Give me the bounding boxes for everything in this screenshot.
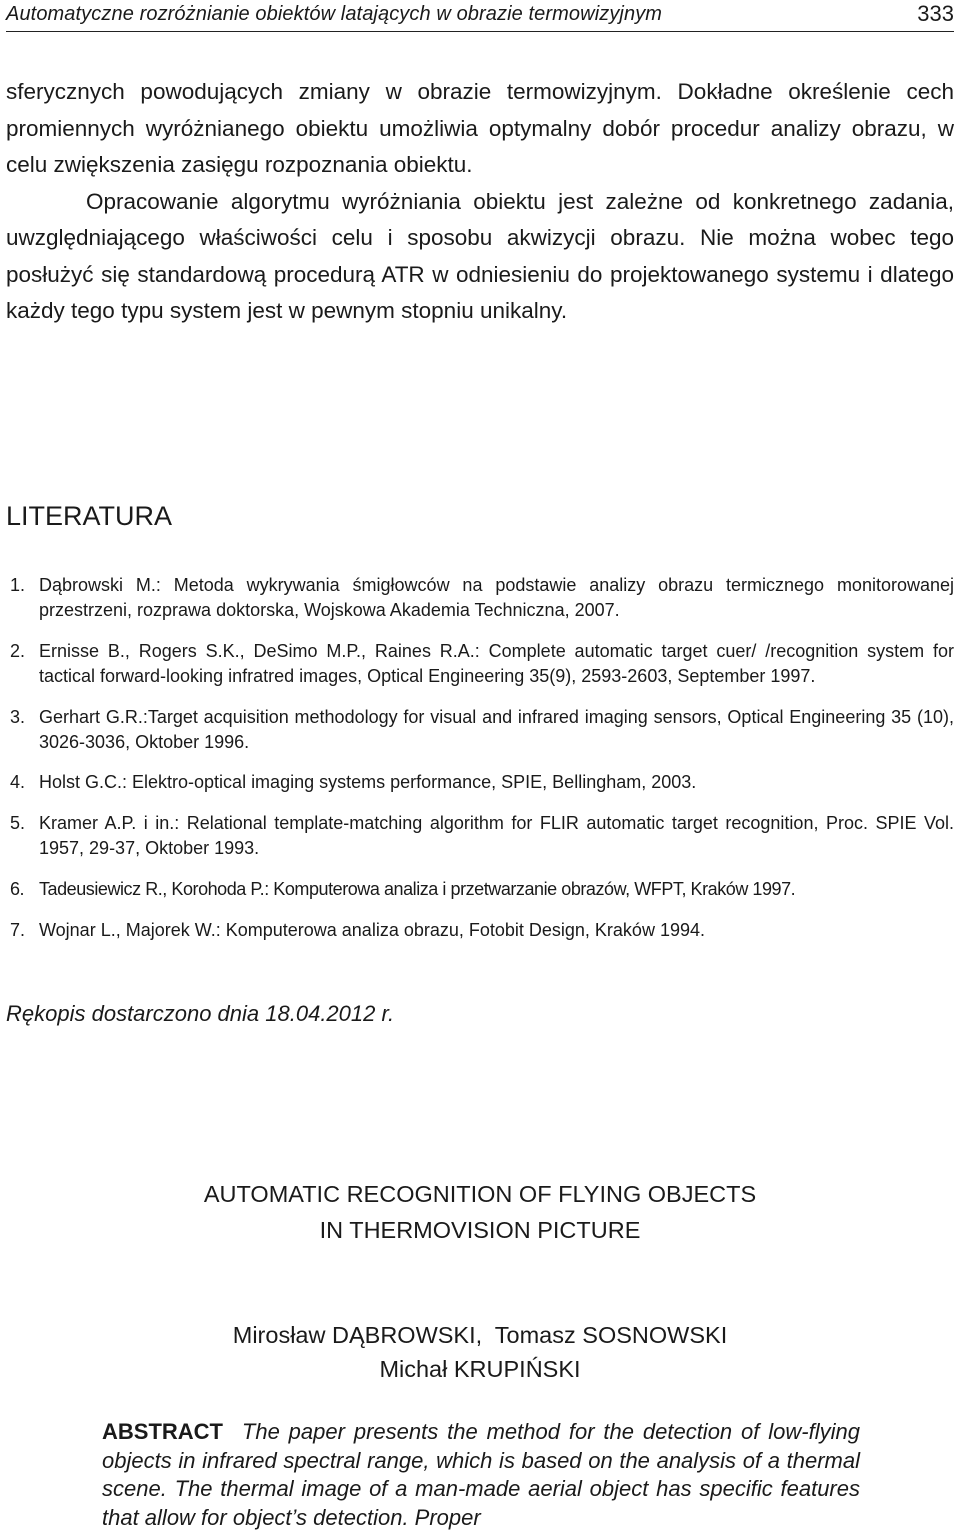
reference-item bbox=[10, 639, 954, 689]
reference-number: 3. bbox=[10, 707, 26, 727]
manuscript-received-note: Rękopis dostarczono dnia 18.04.2012 r. bbox=[6, 1001, 395, 1026]
reference-item bbox=[10, 811, 954, 861]
body-paragraph: sferycznych powodujących zmiany w obrazie termowizyjnym. Dokładne określenie cech promiennych wyróżnianego obiektu umożliwia optymalny dobór procedur analizy obrazu, w celu zwiększenia zasięgu rozpoznania obiektu. bbox=[6, 79, 954, 177]
abstract bbox=[102, 1418, 860, 1532]
reference-number: 2. bbox=[10, 641, 26, 661]
english-title bbox=[0, 1176, 960, 1248]
reference-text: Wojnar L., Majorek W.: Komputerowa analiza obrazu, Fotobit Design, Kraków 1994. bbox=[39, 920, 705, 940]
body-paragraph: Opracowanie algorytmu wyróżniania obiektu jest zależne od konkretnego zadania, uwzględniającego właściwości celu i sposobu akwizycji obrazu. Nie można wobec tego posłużyć się standardową procedurą ATR w odniesieniu do projektowanego systemu i dlatego każdy tego typu system jest w pewnym stopniu unikalny. bbox=[6, 188, 954, 323]
running-header-title: Automatyczne rozróżnianie obiektów latających w obrazie termowizyjnym bbox=[6, 3, 663, 25]
reference-item bbox=[10, 573, 954, 623]
authors bbox=[0, 1318, 960, 1386]
reference-item bbox=[10, 705, 954, 755]
reference-text: Tadeusiewicz R., Korohoda P.: Komputerowa analiza i przetwarzanie obrazów, WFPT, Kraków 1997. bbox=[39, 879, 796, 899]
abstract-label: ABSTRACT bbox=[102, 1419, 223, 1444]
english-title-line: IN THERMOVISION PICTURE bbox=[319, 1217, 641, 1243]
reference-text: Gerhart G.R.:Target acquisition methodology for visual and infrared imaging sensors, Optical Engineering 35 (10), 3026-3036, Oktober 1996. bbox=[39, 707, 954, 752]
authors-line: Michał KRUPIŃSKI bbox=[379, 1356, 581, 1382]
reference-item bbox=[10, 770, 954, 795]
reference-number: 5. bbox=[10, 813, 26, 833]
reference-text: Holst G.C.: Elektro-optical imaging systems performance, SPIE, Bellingham, 2003. bbox=[39, 772, 697, 792]
reference-item bbox=[10, 877, 954, 902]
reference-list bbox=[10, 573, 954, 943]
reference-number: 4. bbox=[10, 772, 26, 792]
reference-number: 1. bbox=[10, 575, 26, 595]
page-number: 333 bbox=[917, 1, 954, 26]
abstract-text: The paper presents the method for the detection of low-flying objects in infrared spectral range, which is based on the analysis of a thermal scene. The thermal image of a man-made aerial object has specific features that allow for object’s detection. Proper bbox=[102, 1419, 860, 1530]
reference-text: Dąbrowski M.: Metoda wykrywania śmigłowców na podstawie analizy obrazu termicznego monitorowanej przestrzeni, rozprawa doktorska, Wojskowa Akademia Techniczna, 2007. bbox=[39, 575, 954, 620]
running-header bbox=[6, 0, 954, 32]
authors-line: Mirosław DĄBROWSKI, Tomasz SOSNOWSKI bbox=[232, 1322, 728, 1348]
reference-number: 6. bbox=[10, 879, 25, 899]
reference-text: Kramer A.P. i in.: Relational template-matching algorithm for FLIR automatic target recognition, Proc. SPIE Vol. 1957, 29-37, Oktober 1993. bbox=[39, 813, 954, 858]
english-title-line: AUTOMATIC RECOGNITION OF FLYING OBJECTS bbox=[203, 1181, 757, 1207]
literature-heading: LITERATURA bbox=[6, 501, 173, 531]
reference-text: Ernisse B., Rogers S.K., DeSimo M.P., Raines R.A.: Complete automatic target cuer/ /recognition system for tactical forward-looking infratred images, Optical Engineering 35(9), 2593-2603, September 1997. bbox=[39, 641, 954, 686]
reference-number: 7. bbox=[10, 920, 26, 940]
body-text bbox=[6, 74, 954, 330]
reference-item bbox=[10, 918, 954, 943]
